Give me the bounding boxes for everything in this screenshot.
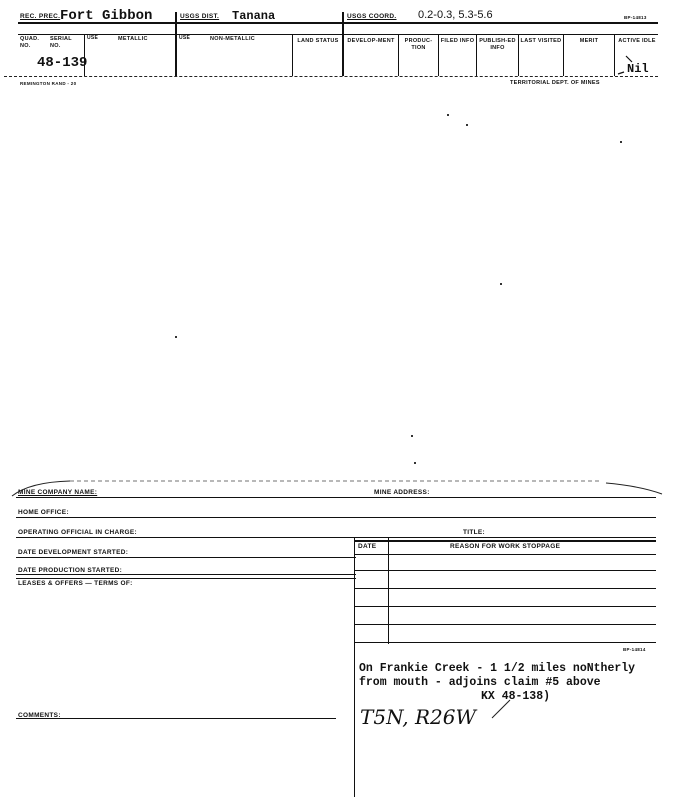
rule-stop-3 bbox=[354, 588, 656, 589]
rec-prec-value: Fort Gibbon bbox=[60, 8, 153, 24]
rule-prod bbox=[16, 574, 356, 575]
speck bbox=[500, 283, 502, 285]
date-header: DATE bbox=[358, 543, 377, 550]
typed-note-line-1: On Frankie Creek - 1 1/2 miles noNtherly bbox=[359, 662, 636, 675]
handwritten-township-range: T5N, R26W bbox=[360, 705, 477, 729]
handwritten-pointer bbox=[490, 698, 530, 720]
rule-stop-6 bbox=[354, 642, 656, 643]
rule-company bbox=[16, 497, 656, 498]
vrule-filed bbox=[476, 34, 477, 76]
vrule-prod bbox=[438, 34, 439, 76]
typed-note-line-3: KX 48-138) bbox=[481, 690, 551, 703]
vrule-visited bbox=[563, 34, 564, 76]
rule-stop-5 bbox=[354, 624, 656, 625]
rule-home bbox=[16, 517, 656, 518]
rule-stop-2 bbox=[354, 570, 656, 571]
speck bbox=[414, 462, 416, 464]
col-published-info: PUBLISH-ED INFO bbox=[479, 38, 516, 51]
title-label: TITLE: bbox=[463, 529, 486, 536]
rule-leases bbox=[16, 578, 356, 579]
operating-official-label: OPERATING OFFICIAL IN CHARGE: bbox=[18, 529, 137, 536]
rule-comments bbox=[16, 718, 336, 719]
col-production: PRODUC-TION bbox=[404, 38, 433, 51]
col-last-visited: LAST VISITED bbox=[520, 38, 562, 44]
rec-prec-label: REC. PREC. bbox=[20, 13, 61, 20]
speck bbox=[411, 435, 413, 437]
speck bbox=[620, 141, 622, 143]
col-active-idle: ACTIVE IDLE bbox=[618, 38, 656, 44]
vrule-metallic bbox=[175, 12, 177, 76]
non-metallic-label: NON-METALLIC bbox=[210, 36, 256, 42]
speck bbox=[447, 114, 449, 116]
rule-date-header bbox=[354, 540, 656, 542]
home-office-label: HOME OFFICE: bbox=[18, 509, 69, 516]
rule-official bbox=[16, 537, 656, 538]
vrule-date-left bbox=[354, 537, 355, 797]
use-label-1: USE bbox=[87, 35, 99, 41]
col-merit: MERIT bbox=[579, 38, 599, 44]
serial-label: SERIAL NO. bbox=[50, 36, 72, 49]
speck bbox=[466, 124, 468, 126]
comments-label: COMMENTS: bbox=[18, 712, 61, 719]
footer-right-label: TERRITORIAL DEPT. OF MINES bbox=[510, 80, 600, 86]
usgs-coord-label: USGS COORD. bbox=[347, 13, 397, 20]
col-development: DEVELOP-MENT bbox=[347, 38, 395, 44]
rule-stop-4 bbox=[354, 606, 656, 607]
mine-company-label: MINE COMPANY NAME: bbox=[18, 489, 98, 496]
dev-started-label: DATE DEVELOPMENT STARTED: bbox=[18, 549, 129, 556]
speck bbox=[175, 336, 177, 338]
rule-stop-1 bbox=[354, 554, 656, 555]
form-number-mid: BP-14814 bbox=[623, 647, 646, 652]
reason-header: REASON FOR WORK STOPPAGE bbox=[450, 543, 561, 550]
usgs-dist-label: USGS DIST. bbox=[180, 13, 220, 20]
footer-left-label: REMINGTON RAND - 20 bbox=[20, 81, 77, 86]
top-rule-2 bbox=[18, 34, 658, 35]
vrule-land bbox=[342, 12, 344, 76]
active-idle-value: Nil bbox=[627, 62, 649, 76]
vrule-date-right bbox=[388, 537, 389, 644]
leases-label: LEASES & OFFERS — TERMS OF: bbox=[18, 580, 133, 587]
prod-started-label: DATE PRODUCTION STARTED: bbox=[18, 567, 123, 574]
active-idle-checkmark bbox=[614, 52, 658, 78]
serial-value: 48-139 bbox=[37, 55, 88, 71]
card-top-curve bbox=[0, 470, 678, 500]
top-dashed-rule bbox=[4, 76, 658, 77]
land-status-label: LAND STATUS bbox=[297, 38, 339, 44]
use-label-2: USE bbox=[179, 35, 191, 41]
metallic-label: METALLIC bbox=[118, 36, 148, 42]
col-filed-info: FILED INFO bbox=[440, 38, 475, 44]
form-number-top: BP-14813 bbox=[624, 15, 647, 20]
typed-note-line-2: from mouth - adjoins claim #5 above bbox=[359, 676, 601, 689]
vrule-pub bbox=[518, 34, 519, 76]
quad-label: QUAD. NO. bbox=[20, 36, 40, 49]
vrule-dev bbox=[398, 34, 399, 76]
vrule-nonmet bbox=[292, 34, 293, 76]
rule-dev bbox=[16, 557, 356, 558]
usgs-dist-value: Tanana bbox=[232, 9, 276, 23]
usgs-coord-value: 0.2-0.3, 5.3-5.6 bbox=[418, 9, 493, 21]
mine-address-label: MINE ADDRESS: bbox=[374, 489, 430, 496]
